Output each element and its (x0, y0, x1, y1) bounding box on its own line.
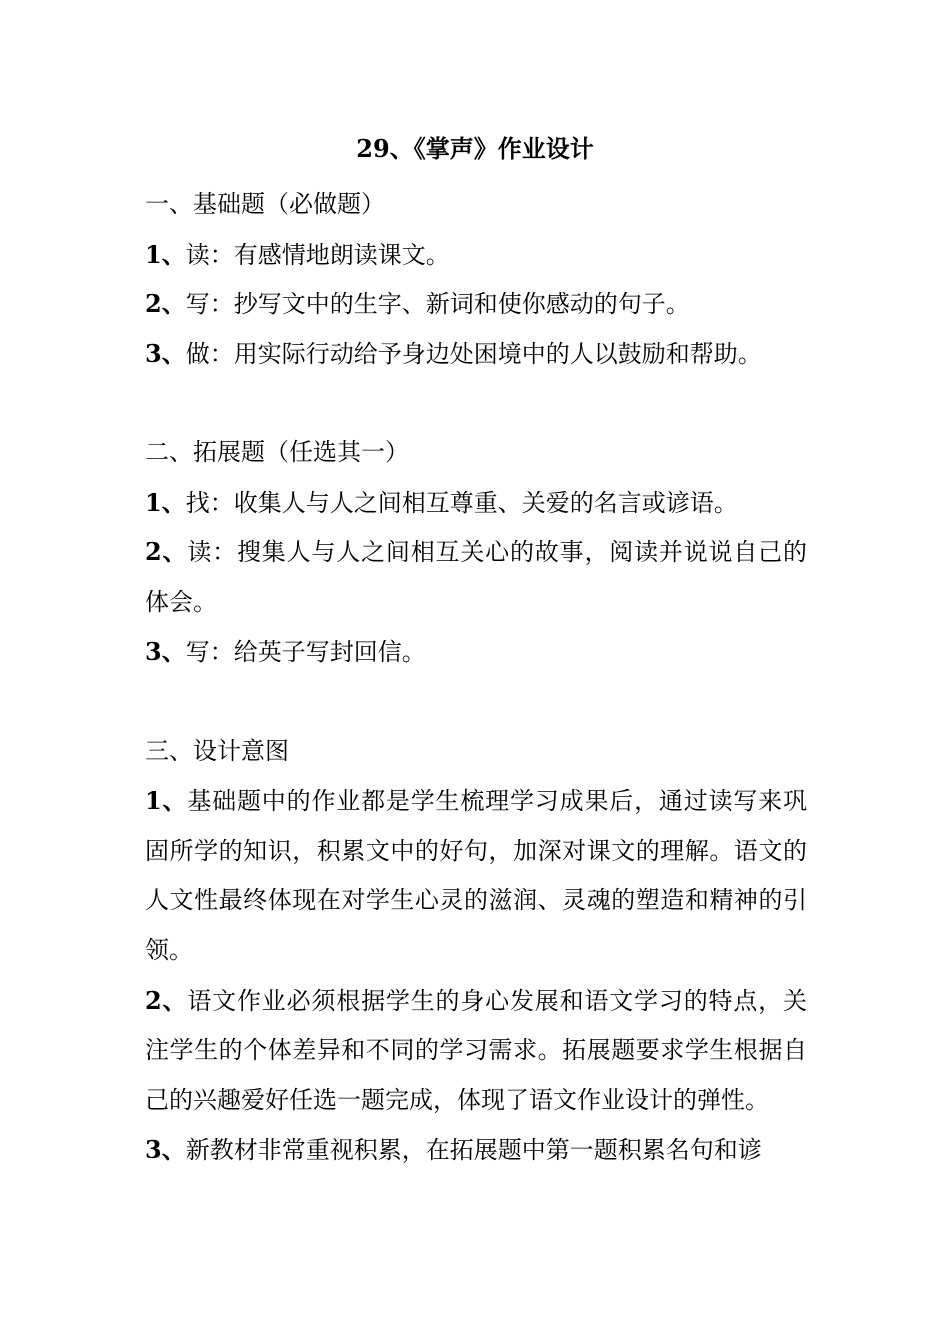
document-body (145, 180, 807, 1175)
intent-item-1 (145, 776, 807, 975)
item-text: 读：搜集人与人之间相互关心的故事，阅读并说说自己的体会。 (145, 538, 808, 616)
section-heading-basic: 一、基础题（必做题） (145, 190, 385, 218)
item-text: 新教材非常重视积累，在拓展题中第一题积累名句和谚 (185, 1136, 762, 1165)
basic-item-3 (145, 329, 807, 379)
extension-item-2 (145, 527, 807, 627)
item-number: 2、 (145, 289, 186, 319)
item-text: 做：用实际行动给予身边处困境中的人以鼓励和帮助。 (185, 339, 762, 368)
item-number: 3、 (145, 637, 186, 667)
document-title: 29、《掌声》作业设计 (356, 134, 594, 163)
item-text: 读：有感情地朗读课文。 (185, 240, 450, 269)
item-text: 找：收集人与人之间相互尊重、关爱的名言或谚语。 (185, 488, 738, 517)
item-number: 1、 (145, 239, 186, 269)
spacer (145, 677, 807, 727)
section-heading-intent: 三、设计意图 (145, 736, 289, 765)
item-number: 1、 (145, 786, 188, 816)
item-number: 1、 (145, 487, 186, 517)
item-number: 3、 (145, 1135, 186, 1165)
item-number: 2、 (145, 537, 188, 567)
item-text: 写：给英子写封回信。 (185, 638, 426, 667)
item-number: 3、 (145, 338, 186, 368)
basic-item-1 (145, 230, 807, 280)
extension-item-3 (145, 627, 807, 677)
item-text: 写：抄写文中的生字、新词和使你感动的句子。 (185, 290, 690, 319)
intent-item-2 (145, 976, 807, 1126)
section-heading-extension: 二、拓展题（任选其一） (145, 437, 409, 466)
item-text: 基础题中的作业都是学生梳理学习成果后，通过读写来巩固所学的知识，积累文中的好句，加深对课文的理解。语文的人文性最终体现在对学生心灵的滋润、灵魂的塑造和精神的引领。 (145, 787, 808, 964)
extension-item-1 (145, 478, 807, 528)
basic-item-2 (145, 279, 807, 329)
item-text: 语文作业必须根据学生的身心发展和语文学习的特点，关注学生的个体差异和不同的学习需求。拓展题要求学生根据自己的兴趣爱好任选一题完成，体现了语文作业设计的弹性。 (145, 986, 808, 1114)
spacer (145, 378, 807, 428)
intent-item-3 (145, 1125, 807, 1175)
item-number: 2、 (145, 985, 188, 1015)
